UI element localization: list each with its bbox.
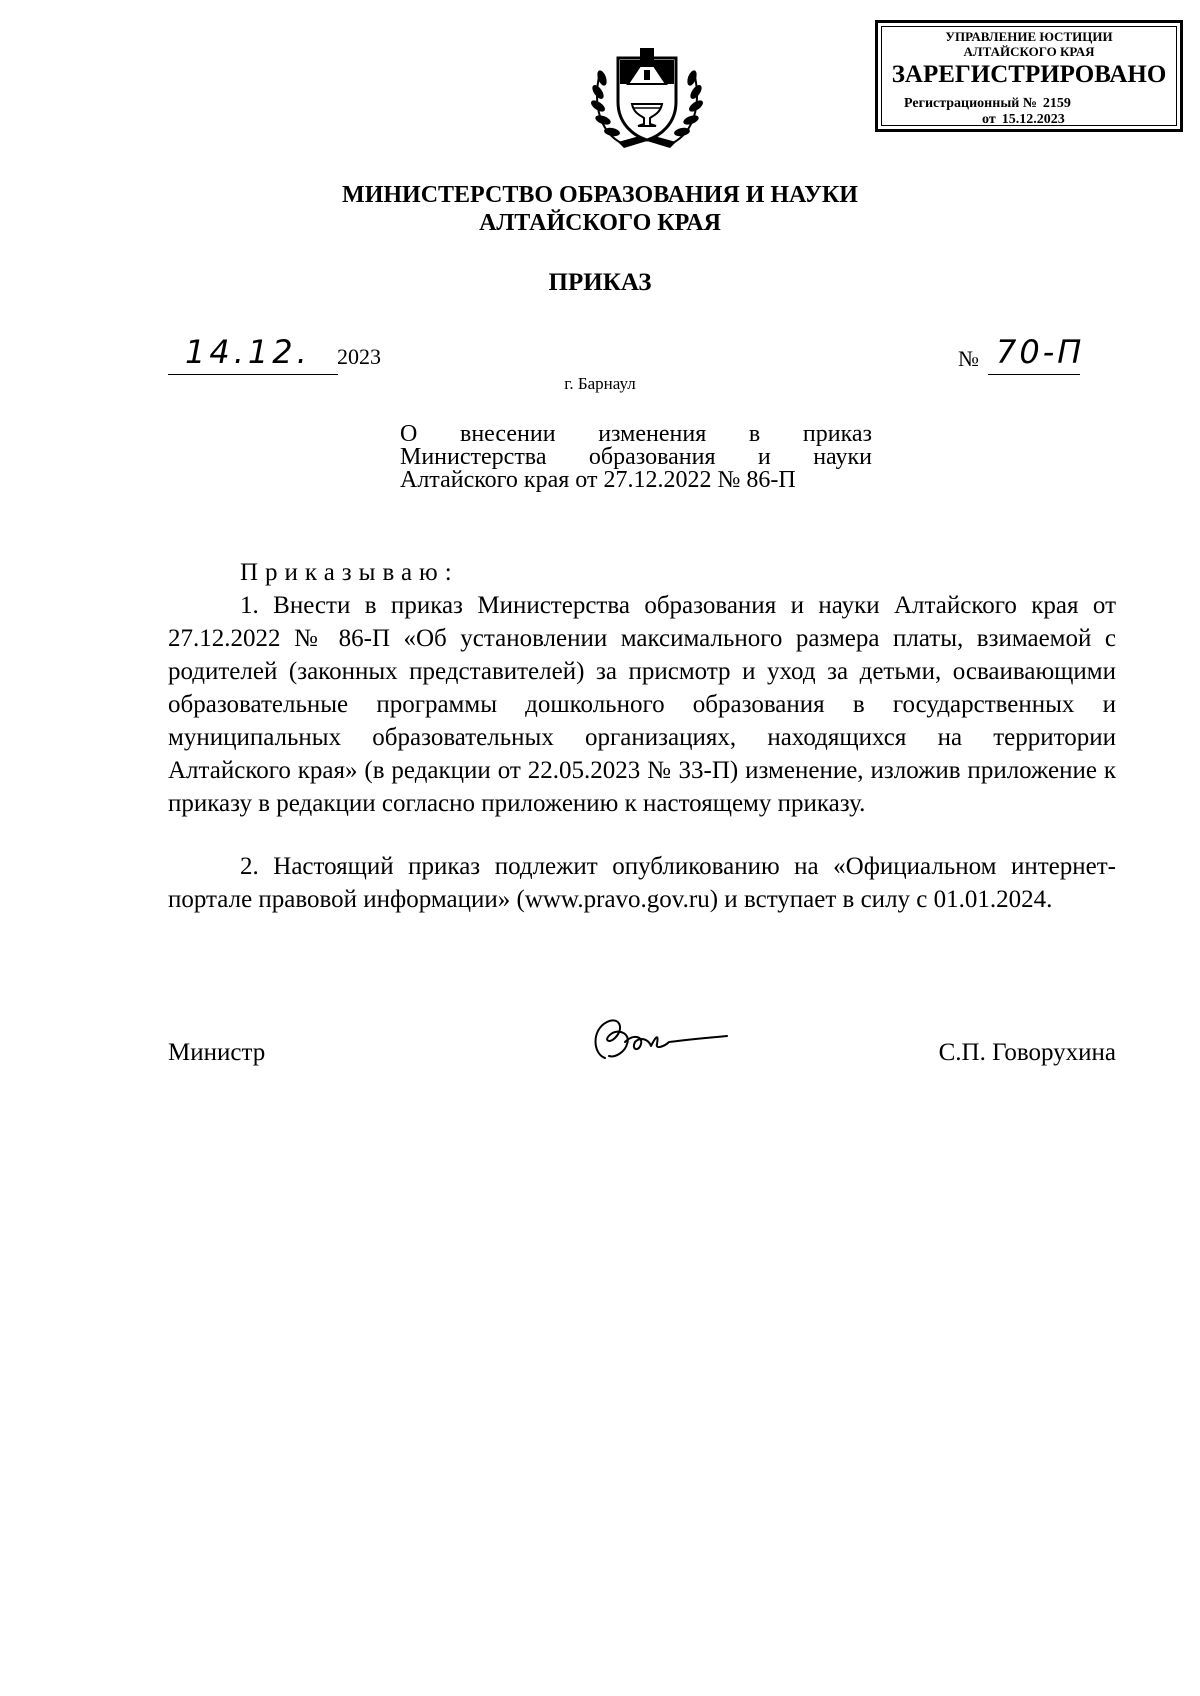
order-subject (400, 423, 872, 492)
paragraph-2-block (168, 850, 1116, 916)
stamp-inner-frame (881, 26, 1177, 126)
registration-stamp (875, 20, 1183, 132)
city-name: г. Барнаул (564, 374, 636, 393)
number-sign: № (958, 346, 979, 371)
stamp-reg-number: 2159 (1042, 96, 1071, 111)
stamp-reg-number-row (904, 96, 1071, 112)
signer-role: Министр (168, 1039, 266, 1066)
ministry-name-line2: АЛТАЙСКОГО КРАЯ (479, 210, 721, 236)
signer-name: С.П. Говорухина (938, 1039, 1116, 1066)
stamp-date-label: от (982, 112, 996, 127)
orders-heading: Приказываю: (240, 559, 459, 586)
stamp-reg-label: Регистрационный № (904, 96, 1037, 111)
handwritten-date: 14.12. (185, 333, 311, 371)
stamp-date: 15.12.2023 (1001, 112, 1065, 127)
handwritten-signature (585, 1010, 735, 1070)
paragraph-1: 1. Внести в приказ Министерства образования и науки Алтайского края от 27.12.2022 № 86-П «Об установлении максимального размера платы, взимаемой с родителей (законных представителей) за присмотр и уход за детьми, осваивающими образовательные программы дошкольного образования в государственных и муниципальных образовательных организациях, находящихся на территории Алтайского края» (в редакции от 22.05.2023 № 33-П) изменение, изложив приложение к приказу в редакции согласно приложению к настоящему приказу. (168, 592, 1116, 817)
paragraph-2: 2. Настоящий приказ подлежит опубликованию на «Официальном интернет-портале правовой информации» (www.pravo.gov.ru) и вступает в силу с 01.01.2024. (168, 853, 1116, 913)
coat-of-arms-icon (588, 44, 706, 154)
subject-line3: Алтайского края от 27.12.2022 № 86-П (400, 467, 796, 493)
paragraph-1-block (168, 589, 1116, 820)
stamp-org-line1: УПРАВЛЕНИЕ ЮСТИЦИИ (945, 29, 1113, 44)
handwritten-order-number: 70-П (996, 333, 1085, 371)
subject-line2: Министерства образования и науки (400, 444, 872, 470)
stamp-org-line2: АЛТАЙСКОГО КРАЯ (963, 44, 1095, 59)
stamp-status: ЗАРЕГИСТРИРОВАНО (891, 61, 1167, 88)
ministry-name-line1: МИНИСТЕРСТВО ОБРАЗОВАНИЯ И НАУКИ (342, 182, 858, 208)
document-type-title: ПРИКАЗ (548, 269, 652, 296)
subject-line1: О внесении изменения в приказ (400, 421, 872, 447)
stamp-date-row (982, 112, 1065, 128)
order-year: 2023 (337, 344, 381, 369)
